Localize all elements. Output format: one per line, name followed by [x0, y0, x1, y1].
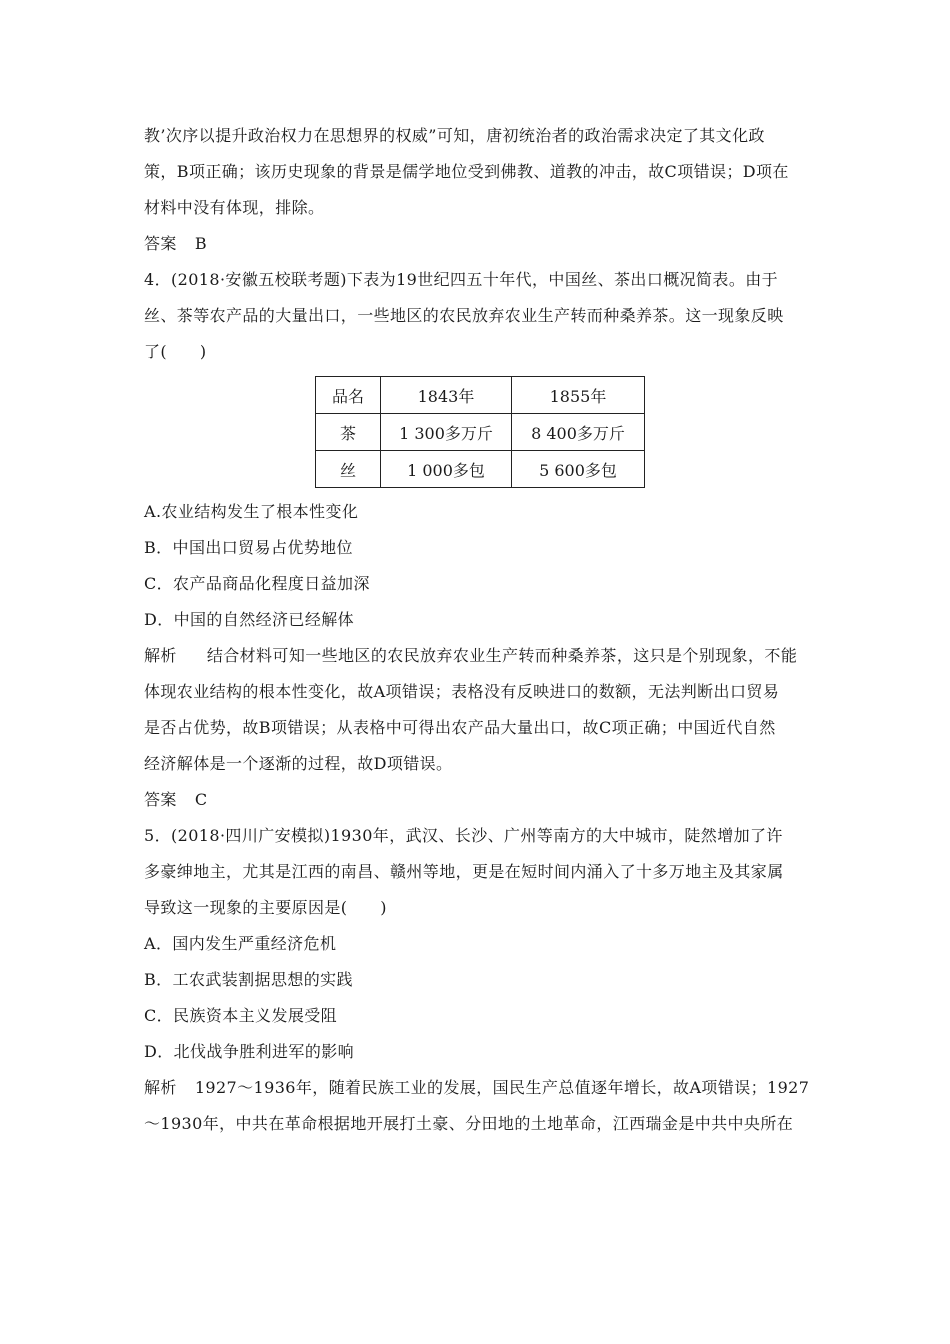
- table-cell: 1 300多万斤: [381, 414, 512, 451]
- table-cell: 茶: [316, 414, 381, 451]
- q4-analysis-line-4: 经济解体是一个逐渐的过程，故D项错误。: [144, 754, 453, 773]
- q4-option-b: B．中国出口贸易占优势地位: [144, 538, 353, 557]
- q4-table-wrapper: [144, 374, 808, 492]
- q4-stem-line-3: 了( ): [144, 342, 207, 361]
- q4-option-a: A.农业结构发生了根本性变化: [144, 502, 359, 521]
- q4-analysis-line-2: 体现农业结构的根本性变化，故A项错误；表格没有反映进口的数额，无法判断出口贸易: [144, 682, 780, 701]
- table-cell: 8 400多万斤: [512, 414, 645, 451]
- table-cell: 丝: [316, 451, 381, 488]
- q4-stem-line-1: 4．(2018·安徽五校联考题)下表为19世纪四五十年代，中国丝、茶出口概况简表。由于: [144, 270, 779, 289]
- q5-stem: [144, 818, 808, 926]
- q3-answer-value: B: [194, 234, 207, 253]
- table-cell: 5 600多包: [512, 451, 645, 488]
- q4-answer-value: C: [194, 790, 208, 809]
- q5-stem-line-1: 5．(2018·四川广安模拟)1930年，武汉、长沙、广州等南方的大中城市，陡然增加了许: [144, 826, 783, 845]
- q3-answer: [144, 226, 808, 262]
- document-page: [144, 118, 808, 1142]
- q4-analysis: [144, 638, 808, 782]
- q4-stem-line-2: 丝、茶等农产品的大量出口，一些地区的农民放弃农业生产转而种桑养茶。这一现象反映: [144, 306, 784, 325]
- table-row: [316, 451, 645, 488]
- table-header-cell: 1843年: [381, 377, 512, 414]
- q4-options: [144, 494, 808, 638]
- q5-stem-line-2: 多豪绅地主，尤其是江西的南昌、赣州等地，更是在短时间内涌入了十多万地主及其家属: [144, 862, 784, 881]
- q3-analysis-line-2: 策，B项正确；该历史现象的背景是儒学地位受到佛教、道教的冲击，故C项错误；D项在: [144, 162, 789, 181]
- table-cell: 1 000多包: [381, 451, 512, 488]
- export-table: [315, 376, 645, 488]
- table-header-cell: 1855年: [512, 377, 645, 414]
- q3-analysis-line-3: 材料中没有体现，排除。: [144, 198, 325, 217]
- q4-analysis-text: 结合材料可知一些地区的农民放弃农业生产转而种桑养茶，这只是个别现象，不能: [206, 646, 798, 665]
- q5-analysis: [144, 1070, 808, 1142]
- q5-analysis-line-1: [144, 1070, 808, 1106]
- q5-option-d: D．北伐战争胜利进军的影响: [144, 1042, 355, 1061]
- table-header-row: [316, 377, 645, 414]
- table-row: [316, 414, 645, 451]
- q4-option-c: C．农产品商品化程度日益加深: [144, 574, 370, 593]
- q5-option-a: A．国内发生严重经济危机: [144, 934, 337, 953]
- q5-option-c: C．民族资本主义发展受阻: [144, 1006, 338, 1025]
- q5-analysis-text: 1927～1936年，随着民族工业的发展，国民生产总值逐年增长，故A项错误；1927: [194, 1078, 810, 1097]
- q4-analysis-line-1: [144, 638, 808, 674]
- q4-answer: [144, 782, 808, 818]
- q4-analysis-line-3: 是否占优势，故B项错误；从表格中可得出农产品大量出口，故C项正确；中国近代自然: [144, 718, 776, 737]
- q5-option-b: B．工农武装割据思想的实践: [144, 970, 353, 989]
- q4-answer-label: 答案: [144, 790, 177, 809]
- q3-analysis-line-1: 教’次序以提升政治权力在思想界的权威”可知，唐初统治者的政治需求决定了其文化政: [144, 126, 765, 145]
- q5-options: [144, 926, 808, 1070]
- q4-option-d: D．中国的自然经济已经解体: [144, 610, 355, 629]
- q4-analysis-label: 解析: [144, 646, 177, 665]
- q4-stem: [144, 262, 808, 370]
- table-header-cell: 品名: [316, 377, 381, 414]
- q3-analysis-tail: [144, 118, 808, 226]
- q3-answer-label: 答案: [144, 234, 177, 253]
- q5-analysis-label: 解析: [144, 1078, 177, 1097]
- q5-analysis-line-2: ～1930年，中共在革命根据地开展打土豪、分田地的土地革命，江西瑞金是中共中央所在: [144, 1114, 794, 1133]
- q5-stem-line-3: 导致这一现象的主要原因是( ): [144, 898, 387, 917]
